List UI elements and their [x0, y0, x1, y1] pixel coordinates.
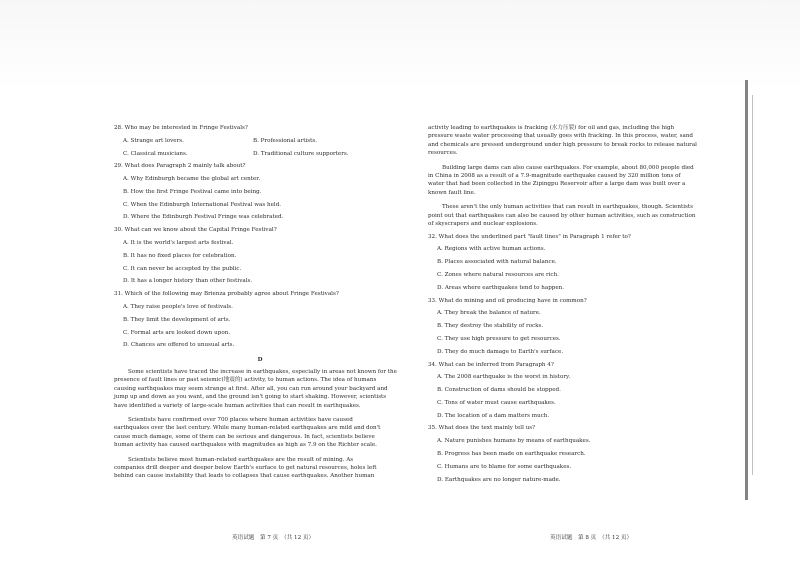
question-34-stem: 34. What can be inferred from Paragraph 4? — [428, 361, 554, 368]
right-page — [428, 124, 720, 484]
text-line: Scientists believe most human-related earthquakes are the result of mining. As — [128, 456, 354, 463]
passage-d-paragraph-3-continued — [428, 124, 720, 158]
option-c: C. They use high pressure to get resources. — [437, 335, 561, 342]
scan-background — [0, 0, 800, 90]
question-28-options-row2 — [114, 150, 406, 158]
text-line: These aren't the only human activities that can result in earthquakes, though. Scientists — [442, 204, 693, 211]
passage-d-paragraph-3 — [114, 456, 406, 481]
question-31-stem: 31. Which of the following may Brienza probably agree about Fringe Festivals? — [114, 291, 339, 298]
text-line: human activity has caused earthquakes with magnitudes as high as 7.9 on the Richter scale. — [114, 442, 377, 449]
left-page — [114, 124, 406, 481]
passage-d-paragraph-5 — [428, 203, 720, 228]
option-d: D. Where the Edinburgh Festival Fringe was celebrated. — [123, 214, 284, 221]
text-line: and chemicals are pressed underground under high pressure to break rocks to release natural — [428, 141, 697, 148]
option-d: D. Earthquakes are no longer nature-made. — [437, 476, 561, 483]
option-d: D. They do much damage to Earth's surface. — [437, 348, 564, 355]
text-line: have identified a variety of large-scale human activities that can result in earthquakes. — [114, 402, 361, 409]
option-a: A. It is the world's largest arts festival. — [123, 240, 234, 247]
option-b: B. Construction of dams should be stopped. — [437, 387, 561, 394]
option-c: C. Formal arts are looked down upon. — [123, 329, 231, 336]
text-line: presence of fault lines or past seismic(地震的) activity, to human actions. The idea of humans — [114, 377, 377, 384]
question-29-stem: 29. What does Paragraph 2 mainly talk about? — [114, 163, 246, 170]
text-line: pressure waste water processing that usually goes with fracking. In this process, water, sand — [428, 133, 694, 140]
passage-d-paragraph-1 — [114, 368, 406, 410]
text-line: companies drill deeper and deeper below Earth's surface to get natural resources, holes left — [114, 464, 377, 471]
page-footer-left: 英语试题 第 7 页 （共 12 页） — [232, 535, 315, 541]
option-a: A. Nature punishes humans by means of earthquakes. — [437, 438, 591, 445]
text-line: in China in 2008 as a result of a 7.9-magnitude earthquake caused by 320 million tons of — [428, 172, 681, 179]
option-a: A. The 2008 earthquake is the worst in history. — [437, 374, 571, 381]
question-30-stem: 30. What can we know about the Capital Fringe Festival? — [114, 227, 277, 234]
section-heading: D — [257, 356, 263, 363]
question-28-options-row1 — [114, 137, 406, 145]
text-line: cause much damage, some of them can be serious and dangerous. In fact, scientists believe — [114, 433, 375, 440]
text-line: known fault line. — [428, 189, 476, 196]
text-line: jump up and down as you want, and the ground isn't going to start shaking. However, scientists — [114, 394, 387, 401]
option-b: B. They limit the development of arts. — [123, 316, 231, 323]
question-35-stem: 35. What does the text mainly tell us? — [428, 425, 536, 432]
option-c: C. Zones where natural resources are rich. — [437, 272, 559, 279]
text-line: behind can cause instability that leads to collapses that cause earthquakes. Another human — [114, 473, 375, 480]
option-c: C. It can never be accepted by the public. — [123, 265, 242, 272]
page-footer-right: 英语试题 第 8 页 （共 12 页） — [550, 535, 633, 541]
passage-d-paragraph-4 — [428, 164, 720, 198]
text-line: earthquakes over the last century. While many human-related earthquakes are mild and don't — [114, 425, 381, 432]
option-d: D. Areas where earthquakes tend to happen. — [437, 284, 565, 291]
option-d: D. It has a longer history than other festivals. — [123, 278, 253, 285]
text-line: causing earthquakes may seem strange at first. After all, you can run around your backyard and — [114, 385, 388, 392]
option-c: C. Classical musicians. — [123, 150, 188, 157]
question-32-stem: 32. What does the underlined part "fault lines" in Paragraph 1 refer to? — [428, 233, 631, 240]
text-line: activity leading to earthquakes is fracking (水力压裂) for oil and gas, including the high — [428, 125, 675, 131]
text-line: Scientists have confirmed over 700 places where human activities have caused — [128, 417, 353, 424]
option-a: A. They raise people's love of festivals. — [123, 303, 233, 310]
option-d: D. Traditional culture supporters. — [253, 150, 349, 157]
option-d: D. The location of a dam matters much. — [437, 412, 550, 419]
option-b: B. How the first Fringe Festival came into being. — [123, 188, 262, 195]
option-b: B. It has no fixed places for celebration. — [123, 252, 237, 259]
binding-edge-shadow — [752, 95, 753, 475]
option-b: B. Progress has been made on earthquake research. — [437, 450, 586, 457]
question-33-stem: 33. What do mining and oil producing have in common? — [428, 297, 587, 304]
option-b: B. They destroy the stability of rocks. — [437, 323, 544, 330]
text-line: Building large dams can also cause earthquakes. For example, about 80,000 people died — [442, 164, 694, 171]
option-b: B. Places associated with natural balance. — [437, 259, 557, 266]
text-line: water that had been collected in the Zipingpu Reservoir after a large dam was built over a — [428, 181, 686, 188]
text-line: of skyscrapers and nuclear explosions. — [428, 220, 538, 227]
text-line: resources. — [428, 150, 458, 157]
option-a: A. They break the balance of nature. — [437, 310, 541, 317]
option-b: B. Professional artists. — [253, 137, 318, 144]
text-line: point out that earthquakes can also be caused by other human activities, such as construction — [428, 212, 696, 219]
passage-d-paragraph-2 — [114, 416, 406, 450]
binding-edge — [745, 80, 748, 500]
option-a: A. Regions with active human actions. — [437, 246, 546, 253]
option-c: C. Humans are to blame for some earthquakes. — [437, 463, 572, 470]
option-a: A. Why Edinburgh became the global art center. — [123, 176, 261, 183]
option-c: C. Tons of water must cause earthquakes. — [437, 399, 556, 406]
option-d: D. Chances are offered to unusual arts. — [123, 342, 235, 349]
option-c: C. When the Edinburgh International Festival was held. — [123, 201, 282, 208]
question-28-stem: 28. Who may be interested in Fringe Festivals? — [114, 125, 248, 131]
option-a: A. Strange art lovers. — [123, 137, 184, 144]
text-line: Some scientists have traced the increase in earthquakes, especially in areas not known for the — [128, 369, 397, 376]
